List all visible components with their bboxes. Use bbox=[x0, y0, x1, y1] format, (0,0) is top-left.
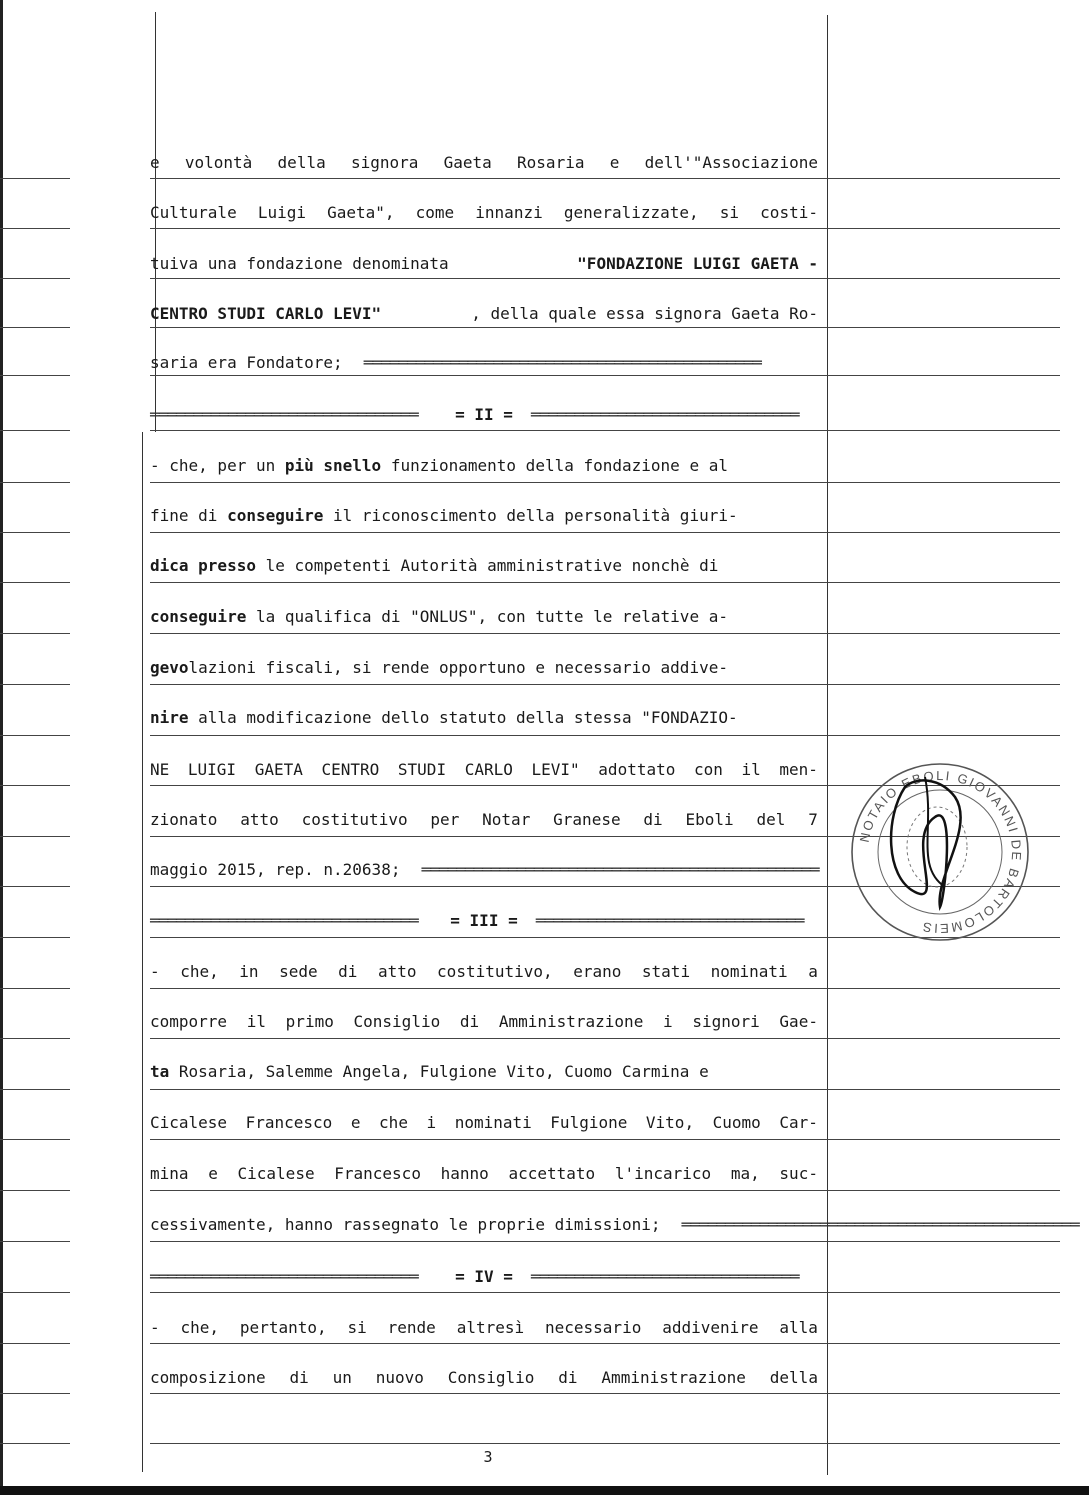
word: primo bbox=[285, 1012, 334, 1031]
ruled-line bbox=[150, 1038, 1060, 1039]
left-margin-ruling bbox=[0, 1038, 70, 1039]
left-margin-ruling bbox=[0, 836, 70, 837]
equals-filler: ═══════════════════════════════ bbox=[150, 911, 418, 930]
word: Amministrazione bbox=[498, 1012, 644, 1031]
equals-filler: ══════════════════════════════════════════════ bbox=[363, 353, 761, 372]
word: CARLO bbox=[464, 760, 513, 779]
equals-filler: ═══════════════════════════════ bbox=[150, 1267, 418, 1286]
text-line bbox=[150, 148, 818, 178]
left-margin-ruling bbox=[0, 988, 70, 989]
text-line bbox=[150, 249, 818, 279]
page-left-edge bbox=[0, 0, 3, 1495]
word: stati bbox=[641, 962, 691, 981]
word: e bbox=[609, 153, 620, 172]
word: atto bbox=[240, 810, 279, 829]
word: alla bbox=[779, 1318, 818, 1337]
word: Vito, bbox=[645, 1113, 695, 1132]
page-bottom-edge bbox=[0, 1486, 1089, 1495]
word: altresì bbox=[456, 1318, 525, 1337]
word: costitutivo, bbox=[437, 962, 553, 981]
svg-text:NOTAIO EBOLI GIOVANNI DE BART: NOTAIO EBOLI GIOVANNI DE BARTOLOMEIS bbox=[856, 767, 1025, 937]
word: hanno bbox=[440, 1164, 489, 1183]
word: accettato bbox=[508, 1164, 596, 1183]
left-margin-ruling bbox=[0, 375, 70, 376]
word: Amministrazione bbox=[601, 1368, 746, 1387]
ruled-line bbox=[150, 633, 1060, 634]
word: STUDI bbox=[397, 760, 447, 779]
left-margin-ruling bbox=[0, 1089, 70, 1090]
word: sede bbox=[279, 962, 318, 981]
word: che bbox=[379, 1113, 408, 1132]
page-number: 3 bbox=[483, 1448, 493, 1466]
word: suc- bbox=[779, 1164, 818, 1183]
word: si bbox=[347, 1318, 367, 1337]
text-line bbox=[150, 299, 818, 329]
word: di bbox=[289, 1368, 309, 1387]
word: signora bbox=[350, 153, 419, 172]
ruled-line bbox=[150, 1443, 1060, 1444]
left-margin-ruling bbox=[0, 735, 70, 736]
text-line bbox=[150, 1057, 818, 1087]
word: si bbox=[719, 203, 740, 222]
word: Francesco bbox=[245, 1113, 333, 1132]
text-line bbox=[150, 198, 818, 228]
word: Cuomo bbox=[712, 1113, 761, 1132]
left-margin-rule-lower bbox=[142, 432, 143, 1472]
equals-filler: ═══════════════════════════════ bbox=[530, 1267, 799, 1286]
left-margin-ruling bbox=[0, 178, 70, 179]
left-margin-ruling bbox=[0, 582, 70, 583]
left-margin-ruling bbox=[0, 633, 70, 634]
text-line bbox=[150, 1159, 818, 1189]
word: del bbox=[756, 810, 786, 829]
word: Fulgione bbox=[550, 1113, 628, 1132]
word: di bbox=[338, 962, 358, 981]
left-margin-ruling bbox=[0, 1343, 70, 1344]
text-line bbox=[150, 501, 818, 531]
text-line bbox=[150, 957, 818, 987]
word: adottato bbox=[598, 760, 676, 779]
word: rende bbox=[387, 1318, 436, 1337]
word: e bbox=[350, 1113, 361, 1132]
left-margin-ruling bbox=[0, 482, 70, 483]
text-span: cessivamente, hanno rassegnato le proprie dimissioni; bbox=[150, 1215, 661, 1234]
word: GAETA bbox=[254, 760, 303, 779]
section-number: = IV = bbox=[455, 1267, 513, 1286]
foundation-name-bold: "FONDAZIONE LUIGI GAETA - bbox=[577, 254, 818, 273]
left-margin-ruling bbox=[0, 1443, 70, 1444]
text-line bbox=[150, 1363, 818, 1393]
text-line bbox=[150, 805, 818, 835]
text-line bbox=[150, 602, 818, 632]
text-span: gevolazioni fiscali, si rende opportuno e necessario addive- bbox=[150, 658, 728, 677]
word: Gaeta bbox=[443, 153, 492, 172]
word: mina bbox=[150, 1164, 189, 1183]
notary-seal-stamp bbox=[845, 757, 1035, 947]
equals-filler: ══════════════════════════════════════════════ bbox=[681, 1215, 1079, 1234]
word: nuovo bbox=[375, 1368, 424, 1387]
left-margin-ruling bbox=[0, 532, 70, 533]
section-heading bbox=[150, 906, 818, 936]
ruled-line bbox=[150, 482, 1060, 483]
word: con bbox=[693, 760, 723, 779]
word: i bbox=[663, 1012, 673, 1031]
word: della bbox=[769, 1368, 818, 1387]
word: di bbox=[643, 810, 663, 829]
text-line bbox=[150, 451, 818, 481]
left-margin-ruling bbox=[0, 785, 70, 786]
word: della bbox=[277, 153, 326, 172]
word: erano bbox=[573, 962, 622, 981]
left-margin-ruling bbox=[0, 1190, 70, 1191]
left-margin-ruling bbox=[0, 430, 70, 431]
word: come bbox=[415, 203, 455, 222]
word: zionato bbox=[150, 810, 218, 829]
word: i bbox=[426, 1113, 437, 1132]
section-heading bbox=[150, 400, 818, 430]
word: composizione bbox=[150, 1368, 266, 1387]
ruled-line bbox=[150, 1343, 1060, 1344]
word: LUIGI bbox=[187, 760, 237, 779]
word: Notar bbox=[482, 810, 531, 829]
word: e bbox=[150, 153, 160, 172]
word: pertanto, bbox=[239, 1318, 327, 1337]
left-margin-ruling bbox=[0, 327, 70, 328]
word: Rosaria bbox=[517, 153, 585, 172]
word: volontà bbox=[184, 153, 253, 172]
word: LEVI" bbox=[531, 760, 580, 779]
word: l'incarico bbox=[614, 1164, 712, 1183]
word: - bbox=[150, 1318, 160, 1337]
word: un bbox=[332, 1368, 352, 1387]
text-span: , della quale essa signora Gaeta Ro- bbox=[471, 304, 818, 323]
word: Consiglio bbox=[353, 1012, 441, 1031]
equals-filler: ═══════════════════════════════ bbox=[535, 911, 804, 930]
text-span: nire alla modificazione dello statuto della stessa "FONDAZIO- bbox=[150, 708, 738, 727]
ruled-line bbox=[150, 988, 1060, 989]
left-margin-ruling bbox=[0, 1292, 70, 1293]
text-line bbox=[150, 855, 818, 885]
text-line bbox=[150, 1313, 818, 1343]
left-margin-ruling bbox=[0, 278, 70, 279]
ruled-line bbox=[150, 228, 1060, 229]
equals-filler: ═══════════════════════════════ bbox=[530, 405, 799, 424]
ruled-line bbox=[150, 1089, 1060, 1090]
word: Luigi bbox=[257, 203, 306, 222]
word: necessario bbox=[545, 1318, 642, 1337]
word: 7 bbox=[808, 810, 818, 829]
word: costitutivo bbox=[301, 810, 408, 829]
equals-filler: ══════════════════════════════════════════════ bbox=[421, 860, 819, 879]
ruled-line bbox=[150, 1241, 1060, 1242]
word: Car- bbox=[779, 1113, 818, 1132]
text-span: - che, per un più snello funzionamento della fondazione e al bbox=[150, 456, 728, 475]
word: che, bbox=[180, 1318, 220, 1337]
text-line bbox=[150, 703, 818, 733]
word: Gae- bbox=[779, 1012, 818, 1031]
word: nominati bbox=[710, 962, 788, 981]
word: CENTRO bbox=[321, 760, 380, 779]
left-margin-ruling bbox=[0, 228, 70, 229]
right-margin-rule bbox=[827, 15, 828, 1475]
word: a bbox=[808, 962, 818, 981]
word: atto bbox=[377, 962, 417, 981]
text-line bbox=[150, 348, 818, 378]
word: il bbox=[741, 760, 761, 779]
equals-filler: ═══════════════════════════════ bbox=[150, 405, 418, 424]
section-heading bbox=[150, 1262, 818, 1292]
ruled-line bbox=[150, 684, 1060, 685]
ruled-line bbox=[150, 582, 1060, 583]
foundation-name-bold: CENTRO STUDI CARLO LEVI" bbox=[150, 304, 382, 323]
ruled-line bbox=[150, 430, 1060, 431]
word: generalizzate, bbox=[563, 203, 699, 222]
text-span: dica presso le competenti Autorità amministrative nonchè di bbox=[150, 556, 719, 575]
section-number: = II = bbox=[455, 405, 513, 424]
text-line bbox=[150, 551, 818, 581]
word: Eboli bbox=[685, 810, 734, 829]
word: - bbox=[150, 962, 160, 981]
left-margin-ruling bbox=[0, 1393, 70, 1394]
ruled-line bbox=[150, 178, 1060, 179]
word: dell'"Associazione bbox=[644, 153, 818, 172]
word: Consiglio bbox=[447, 1368, 535, 1387]
ruled-line bbox=[150, 735, 1060, 736]
word: nominati bbox=[454, 1113, 532, 1132]
word: di bbox=[558, 1368, 578, 1387]
text-span: conseguire la qualifica di "ONLUS", con tutte le relative a- bbox=[150, 607, 728, 626]
word: comporre bbox=[150, 1012, 228, 1031]
word: Culturale bbox=[150, 203, 237, 222]
text-line bbox=[150, 1210, 1079, 1240]
word: e bbox=[208, 1164, 218, 1183]
word: ma, bbox=[730, 1164, 760, 1183]
left-margin-ruling bbox=[0, 937, 70, 938]
text-span: tuiva una fondazione denominata bbox=[150, 254, 449, 273]
word: Granese bbox=[553, 810, 621, 829]
word: per bbox=[430, 810, 460, 829]
ruled-line bbox=[150, 1139, 1060, 1140]
ruled-line bbox=[150, 1292, 1060, 1293]
word: Cicalese bbox=[150, 1113, 228, 1132]
text-span: ta Rosaria, Salemme Angela, Fulgione Vito, Cuomo Carmina e bbox=[150, 1062, 709, 1081]
word: che, bbox=[180, 962, 219, 981]
text-line bbox=[150, 653, 818, 683]
word: men- bbox=[779, 760, 818, 779]
word: signori bbox=[692, 1012, 760, 1031]
left-margin-ruling bbox=[0, 1139, 70, 1140]
word: addivenire bbox=[662, 1318, 759, 1337]
word: in bbox=[239, 962, 259, 981]
text-line bbox=[150, 755, 818, 785]
text-span: maggio 2015, rep. n.20638; bbox=[150, 860, 401, 879]
word: innanzi bbox=[475, 203, 543, 222]
section-number: = III = bbox=[450, 911, 518, 930]
text-line bbox=[150, 1007, 818, 1037]
text-span: fine di conseguire il riconoscimento della personalità giuri- bbox=[150, 506, 738, 525]
text-line bbox=[150, 1108, 818, 1138]
word: costi- bbox=[760, 203, 818, 222]
word: Cicalese bbox=[237, 1164, 315, 1183]
word: Gaeta", bbox=[327, 203, 395, 222]
left-margin-ruling bbox=[0, 1241, 70, 1242]
word: il bbox=[246, 1012, 266, 1031]
word: Francesco bbox=[334, 1164, 421, 1183]
word: di bbox=[459, 1012, 480, 1031]
left-margin-ruling bbox=[0, 886, 70, 887]
text-span: saria era Fondatore; bbox=[150, 353, 343, 372]
ruled-line bbox=[150, 1393, 1060, 1394]
ruled-line bbox=[150, 532, 1060, 533]
word: NE bbox=[150, 760, 170, 779]
ruled-line bbox=[150, 1190, 1060, 1191]
left-margin-ruling bbox=[0, 684, 70, 685]
